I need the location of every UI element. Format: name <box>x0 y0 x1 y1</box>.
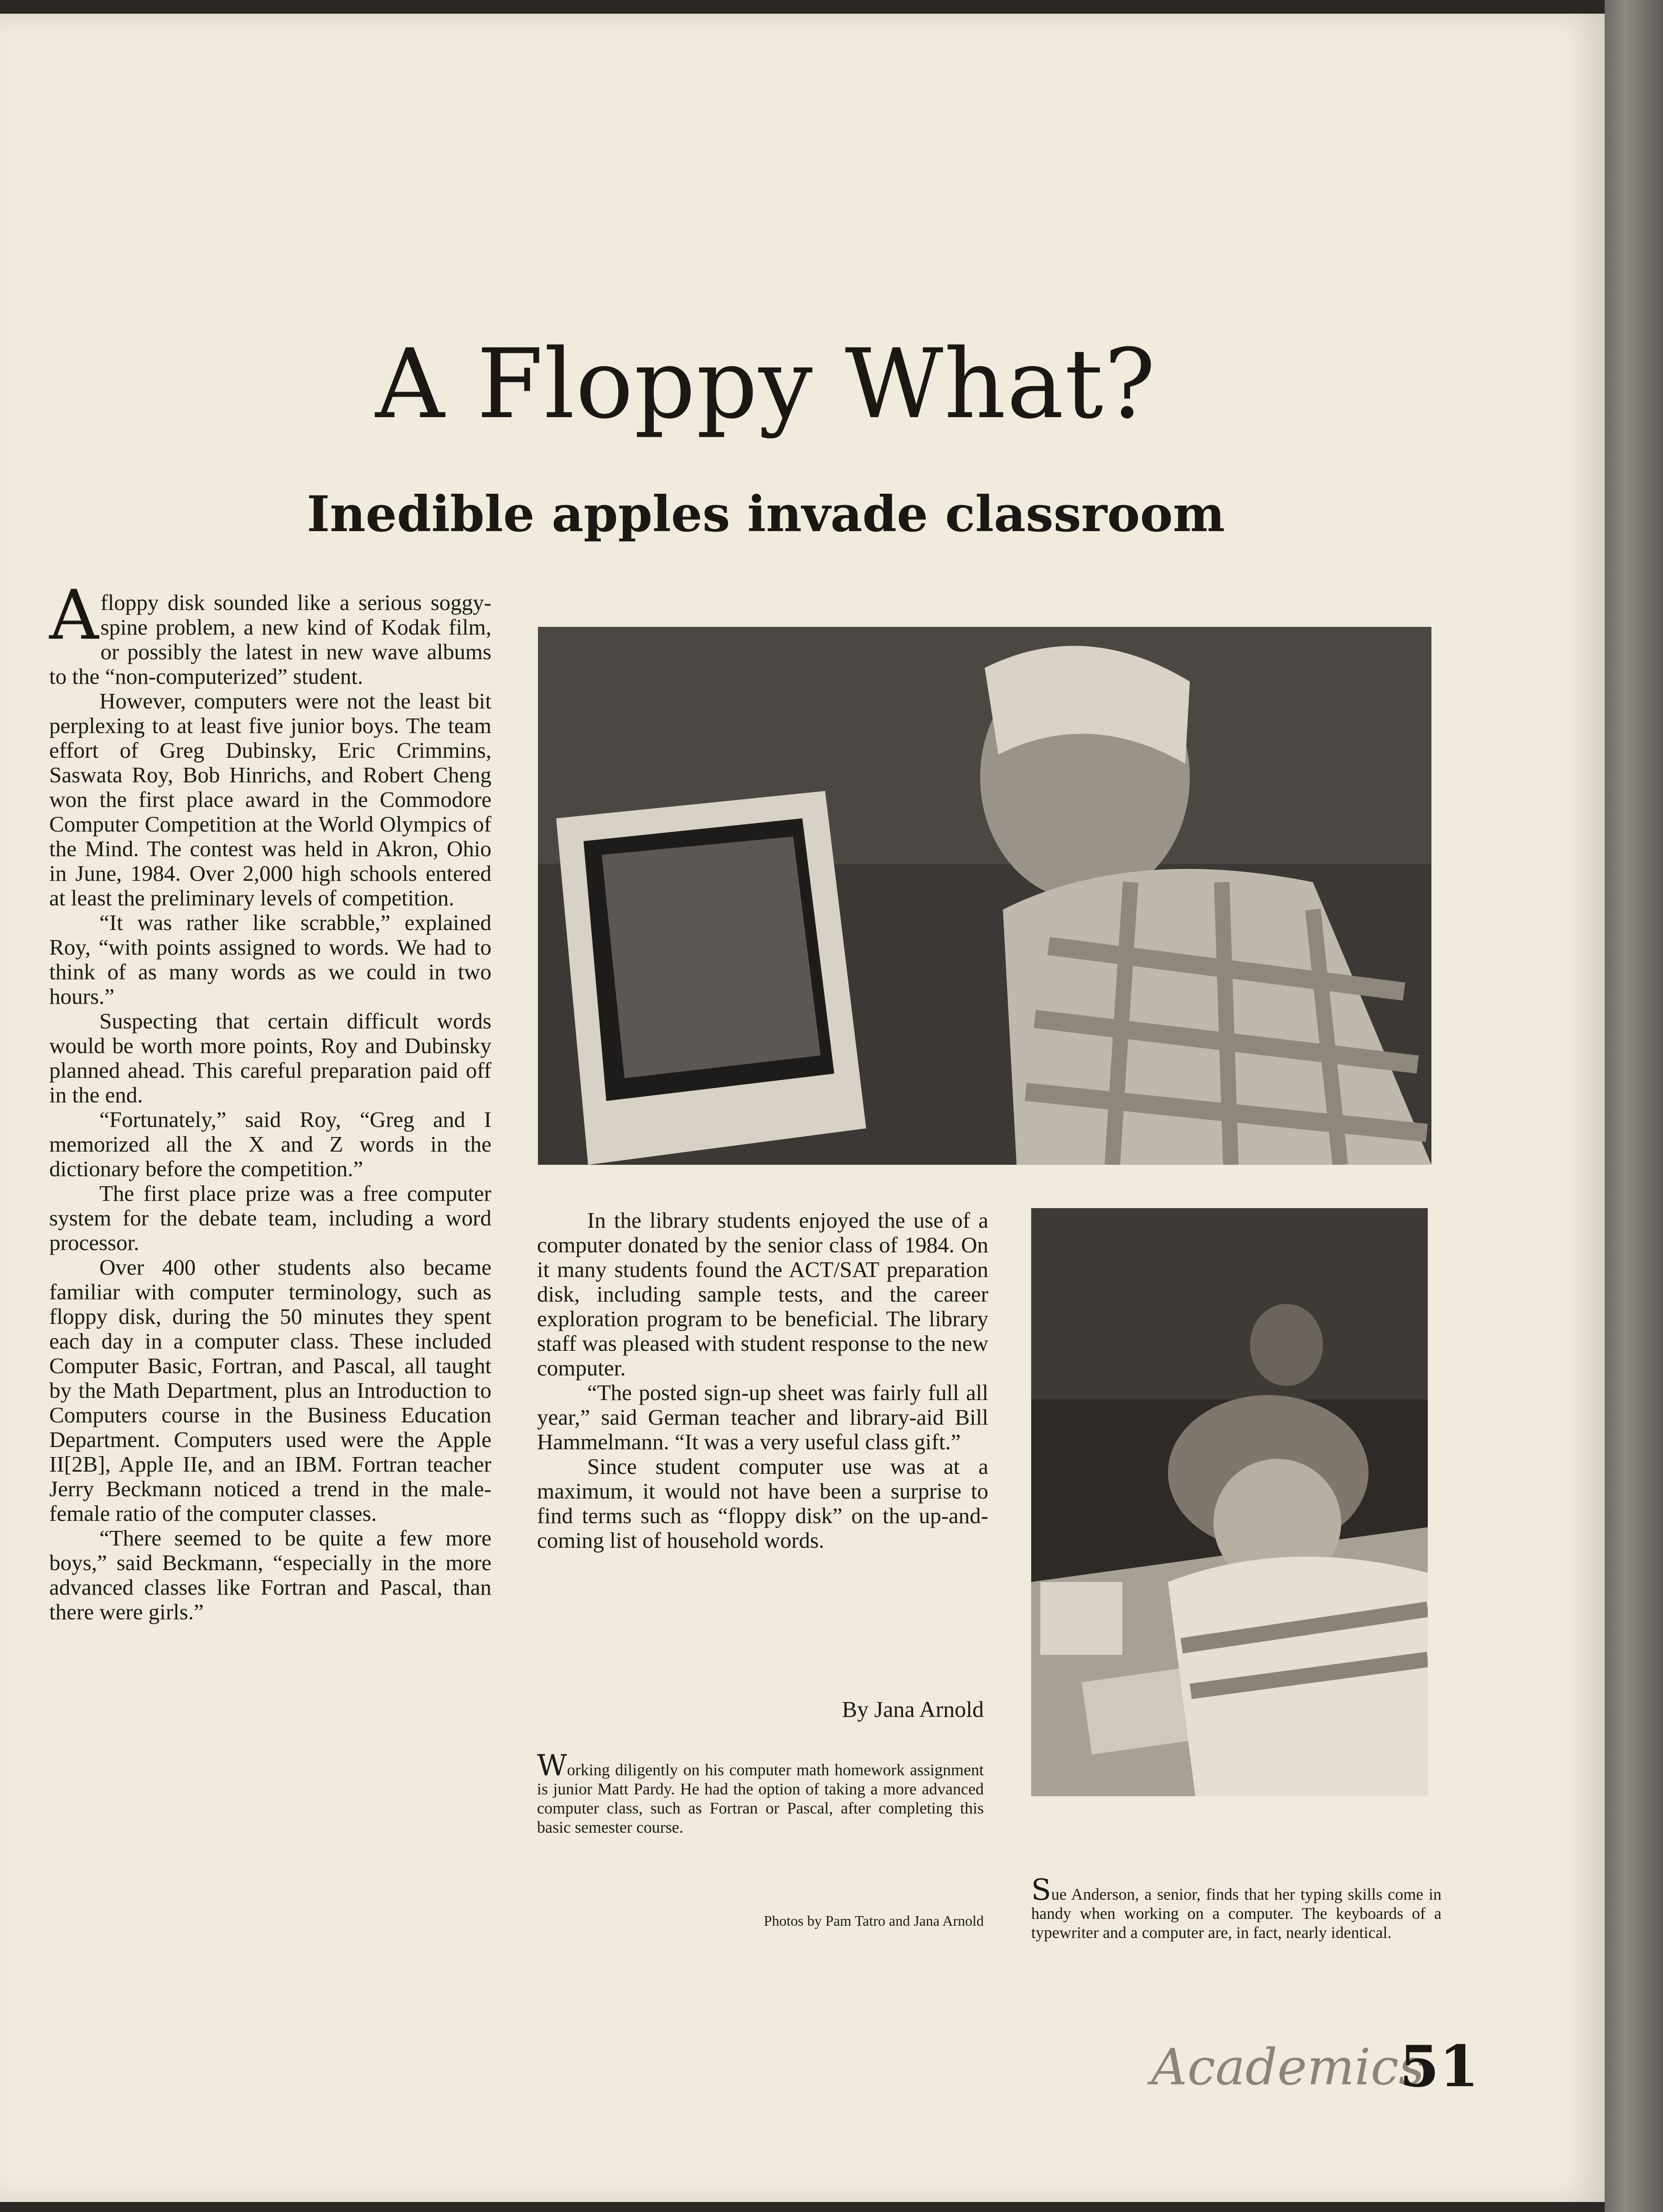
article-paragraph: “There seemed to be quite a few more boys,” said Beckmann, “especially in the more advanced classes like Fortran and Pascal, than there were girls.” <box>49 1525 491 1624</box>
book-binding <box>1605 0 1663 2212</box>
article-paragraph: Over 400 other students also became familiar with computer terminology, such as floppy disk, during the 50 minutes they spent each day in a computer class. These included Computer Basic, Fortran, and Pascal, all taught by the Math Department, plus an Introduction to Computers course in the Business Education Department. Computers used were the Apple II[2B], Apple IIe, and an IBM. Fortran teacher Jerry Beckmann noticed a trend in the male-female ratio of the computer classes. <box>49 1255 491 1526</box>
drop-cap: A <box>49 576 99 655</box>
article-paragraph: Suspecting that certain difficult words would be worth more points, Roy and Dubinsky planned ahead. This careful preparation paid off in the end. <box>49 1008 491 1107</box>
page-subtitle: Inedible apples invade classroom <box>306 486 1225 543</box>
article-paragraph: In the library students enjoyed the use of a computer donated by the senior class of 1984. On it many students found the ACT/SAT preparation disk, including sample tests, and the career exploration program to be beneficial. The library staff was pleased with student response to the new computer. <box>537 1208 988 1380</box>
article-paragraph: Since student computer use was at a maximum, it would not have been a surprise to find terms such as “floppy disk” on the up-and-coming list of household words. <box>537 1454 988 1553</box>
photo-credit: Photos by Pam Tatro and Jana Arnold <box>764 1912 984 1929</box>
article-column-2 <box>537 1208 988 1553</box>
section-label: Academics <box>1151 2038 1425 2096</box>
article-paragraph: “Fortunately,” said Roy, “Greg and I memorized all the X and Z words in the dictionary before the competition.” <box>49 1107 491 1181</box>
page-title: A Floppy What? <box>375 328 1157 440</box>
photo-caption-1: Working diligently on his computer math homework assignment is junior Matt Pardy. He had the option of taking a more advanced computer class, such as Fortran or Pascal, after completing this basic semester course. <box>537 1749 984 1836</box>
article-paragraph: “The posted sign-up sheet was fairly full all year,” said German teacher and library-aid Bill Hammelmann. “It was a very useful class gift.” <box>537 1380 988 1454</box>
article-column-1 <box>49 576 491 1624</box>
caption-drop-cap: W <box>537 1749 567 1783</box>
photo-caption-2: Sue Anderson, a senior, finds that her typing skills come in handy when working on a computer. The keyboards of a typewriter and a computer are, in fact, nearly identical. <box>1031 1873 1441 1942</box>
byline: By Jana Arnold <box>842 1696 984 1722</box>
article-paragraph: “It was rather like scrabble,” explained Roy, “with points assigned to words. We had to think of as many words as we could in two hours.” <box>49 910 491 1009</box>
page-number: 51 <box>1400 2033 1479 2100</box>
photo-student-at-computer <box>538 627 1431 1165</box>
article-paragraph: Afloppy disk sounded like a serious soggy-spine problem, a new kind of Kodak film, or possibly the latest in new wave albums to the “non-computerized” student. <box>49 576 491 689</box>
article-paragraph: The first place prize was a free computer system for the debate team, including a word processor. <box>49 1181 491 1255</box>
caption-drop-cap: S <box>1031 1873 1051 1907</box>
photo-student-typing <box>1031 1208 1428 1796</box>
article-paragraph: However, computers were not the least bit perplexing to at least five junior boys. The team effort of Greg Dubinsky, Eric Crimmins, Saswata Roy, Bob Hinrichs, and Robert Cheng won the first place award in the Commodore Computer Competition at the World Olympics of the Mind. The contest was held in Akron, Ohio in June, 1984. Over 2,000 high schools entered at least the preliminary levels of competition. <box>49 688 491 910</box>
yearbook-page <box>0 14 1605 2202</box>
